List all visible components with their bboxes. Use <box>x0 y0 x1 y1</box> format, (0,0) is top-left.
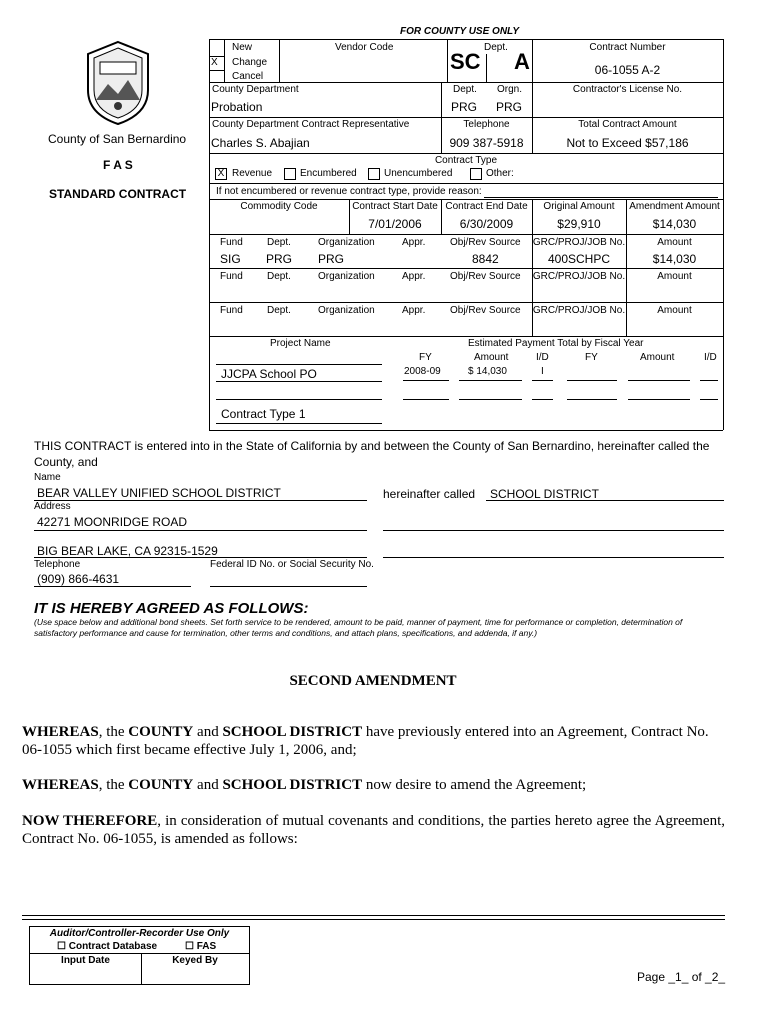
telephone: 909 387-5918 <box>449 136 524 150</box>
dept-label-top: Dept. <box>484 42 508 53</box>
encumbered-label: Encumbered <box>300 168 357 179</box>
original-amount: $29,910 <box>557 217 601 231</box>
amendment-title: SECOND AMENDMENT <box>289 673 457 689</box>
keyed-by-label: Keyed By <box>172 955 218 966</box>
other-checkbox[interactable] <box>470 168 482 180</box>
vendor-code-label: Vendor Code <box>335 42 394 53</box>
now-therefore-paragraph: NOW THEREFORE, in consideration of mutual covenants and conditions, the parties hereto agree the Agreement, Contract No. 06-1055, is amended as follows: <box>22 813 726 847</box>
address-line-2: BIG BEAR LAKE, CA 92315-1529 <box>37 544 218 558</box>
fund-label-3: Fund <box>220 305 243 316</box>
reason-label: If not encumbered or revenue contract type, provide reason: <box>216 186 482 197</box>
start-date: 7/01/2006 <box>368 217 422 231</box>
other-label: Other: <box>486 168 514 179</box>
agreement-instructions: (Use space below and additional bond sheets. Set forth service to be rendered, amount to be paid, manner of payment, time for performance or completion, determination of satisfactory performance and cause for termination, other terms and conditions, and attach plans, specifications, and addenda, if any.) <box>34 617 683 638</box>
county-rep-label: County Department Contract Representative <box>212 119 410 130</box>
contract-type-label: Contract Type <box>434 155 498 166</box>
organization-label-3: Organization <box>318 305 375 316</box>
change-mark[interactable]: X <box>211 57 218 68</box>
revenue-label: Revenue <box>232 168 273 179</box>
fund-dept: PRG <box>266 252 293 266</box>
grc-label: GRC/PROJ/JOB No. <box>532 237 626 248</box>
grc: 400SCHPC <box>547 252 611 266</box>
obj-rev-label-2: Obj/Rev Source <box>450 271 521 282</box>
hereinafter-label: hereinafter called <box>383 487 476 501</box>
end-date-label: Contract End Date <box>445 201 528 212</box>
telephone-label-party: Telephone <box>34 559 81 570</box>
project-name: JJCPA School PO <box>221 367 317 381</box>
whereas-paragraph-2: WHEREAS, the COUNTY and SCHOOL DISTRICT now desire to amend the Agreement; <box>22 777 587 793</box>
county-use-header: FOR COUNTY USE ONLY <box>400 26 520 37</box>
fas-check[interactable]: ☐ FAS <box>185 941 217 952</box>
party-name: BEAR VALLEY UNIFIED SCHOOL DISTRICT <box>37 486 281 500</box>
end-date: 6/30/2009 <box>459 217 514 231</box>
telephone-label: Telephone <box>463 119 510 130</box>
input-date-label: Input Date <box>61 955 110 966</box>
contract-database-check[interactable]: ☐ Contract Database <box>57 941 158 952</box>
page-number: Page _1_ of _2_ <box>637 970 726 984</box>
auditor-title: Auditor/Controller-Recorder Use Only <box>49 928 230 939</box>
project-name-label: Project Name <box>270 338 331 349</box>
total-amount: Not to Exceed $57,186 <box>566 136 689 150</box>
appr-label: Appr. <box>402 237 426 248</box>
fund-label-2: Fund <box>220 271 243 282</box>
address-label: Address <box>34 501 71 512</box>
party-telephone: (909) 866-4631 <box>37 572 120 586</box>
dept-code: PRG <box>451 100 478 114</box>
unencumbered-checkbox[interactable] <box>368 168 380 180</box>
standard-contract-label: STANDARD CONTRACT <box>49 187 187 201</box>
auditor-box <box>29 926 250 985</box>
original-amount-label: Original Amount <box>543 201 615 212</box>
fy-label: FY <box>419 352 432 363</box>
fas-label: F A S <box>103 158 133 172</box>
dept-label-fund: Dept. <box>267 237 291 248</box>
organization-label-2: Organization <box>318 271 375 282</box>
contract-intro: THIS CONTRACT is entered into in the State of California by and between the County of San Bernardino, hereinafter called the County, and <box>34 439 710 469</box>
grc-label-2: GRC/PROJ/JOB No. <box>532 271 626 282</box>
project-name-2: Contract Type 1 <box>221 407 306 421</box>
fy-amount: $ 14,030 <box>468 366 507 377</box>
new-label: New <box>232 42 253 53</box>
fy-id: I <box>541 366 544 377</box>
amount-label: Amount <box>657 237 692 248</box>
whereas-paragraph-1: WHEREAS, the COUNTY and SCHOOL DISTRICT have previously entered into an Agreement, Contract No. 06-1055 which first became effective July 1, 2006, and; <box>22 724 709 758</box>
est-payment-label: Estimated Payment Total by Fiscal Year <box>468 338 644 349</box>
obj-rev: 8842 <box>472 252 499 266</box>
fund: SIG <box>220 252 241 266</box>
fy-amount-label-2: Amount <box>640 352 675 363</box>
county-seal-icon <box>78 40 158 126</box>
fedid-label: Federal ID No. or Social Security No. <box>210 559 374 570</box>
name-label: Name <box>34 472 61 483</box>
county-department: Probation <box>211 100 263 114</box>
organization-label: Organization <box>318 237 375 248</box>
amendment-amount: $14,030 <box>652 217 697 231</box>
address-line-1: 42271 MOONRIDGE ROAD <box>37 515 188 529</box>
fy-value: 2008-09 <box>404 366 441 377</box>
total-amount-label: Total Contract Amount <box>578 119 677 130</box>
fund-organization: PRG <box>318 252 345 266</box>
vendor-sc: SC <box>450 49 481 74</box>
party-called: SCHOOL DISTRICT <box>490 487 599 501</box>
amount-label-2: Amount <box>657 271 692 282</box>
fund-amount: $14,030 <box>652 252 697 266</box>
change-label: Change <box>232 57 268 68</box>
unencumbered-label: Unencumbered <box>384 168 453 179</box>
fy-id-label-2: I/D <box>704 352 717 363</box>
fund-label: Fund <box>220 237 243 248</box>
orgn-label: Orgn. <box>497 84 523 95</box>
appr-label-3: Appr. <box>402 305 426 316</box>
county-name: County of San Bernardino <box>48 132 187 146</box>
amount-label-3: Amount <box>657 305 692 316</box>
contract-number: 06-1055 A-2 <box>594 63 661 77</box>
appr-label-2: Appr. <box>402 271 426 282</box>
fy-amount-label: Amount <box>474 352 509 363</box>
vendor-a: A <box>514 49 530 74</box>
contract-number-label: Contract Number <box>589 42 666 53</box>
start-date-label: Contract Start Date <box>352 201 438 212</box>
county-rep: Charles S. Abajian <box>211 136 310 150</box>
contractor-license-label: Contractor's License No. <box>572 84 683 95</box>
grc-label-3: GRC/PROJ/JOB No. <box>532 305 626 316</box>
obj-rev-label: Obj/Rev Source <box>450 237 521 248</box>
orgn-code: PRG <box>496 100 523 114</box>
fy-label-2: FY <box>585 352 598 363</box>
dept-label: Dept. <box>453 84 477 95</box>
encumbered-checkbox[interactable] <box>284 168 296 180</box>
dept-label-2: Dept. <box>267 271 291 282</box>
agreement-heading: IT IS HEREBY AGREED AS FOLLOWS: <box>34 600 309 617</box>
county-department-label: County Department <box>212 84 299 95</box>
dept-label-3: Dept. <box>267 305 291 316</box>
fy-id-label: I/D <box>536 352 549 363</box>
obj-rev-label-3: Obj/Rev Source <box>450 305 521 316</box>
commodity-code-label: Commodity Code <box>240 201 318 212</box>
amendment-amount-label: Amendment Amount <box>629 201 720 212</box>
revenue-checkbox[interactable]: X <box>215 168 227 180</box>
footer-rule <box>22 915 725 920</box>
cancel-label: Cancel <box>232 71 264 82</box>
